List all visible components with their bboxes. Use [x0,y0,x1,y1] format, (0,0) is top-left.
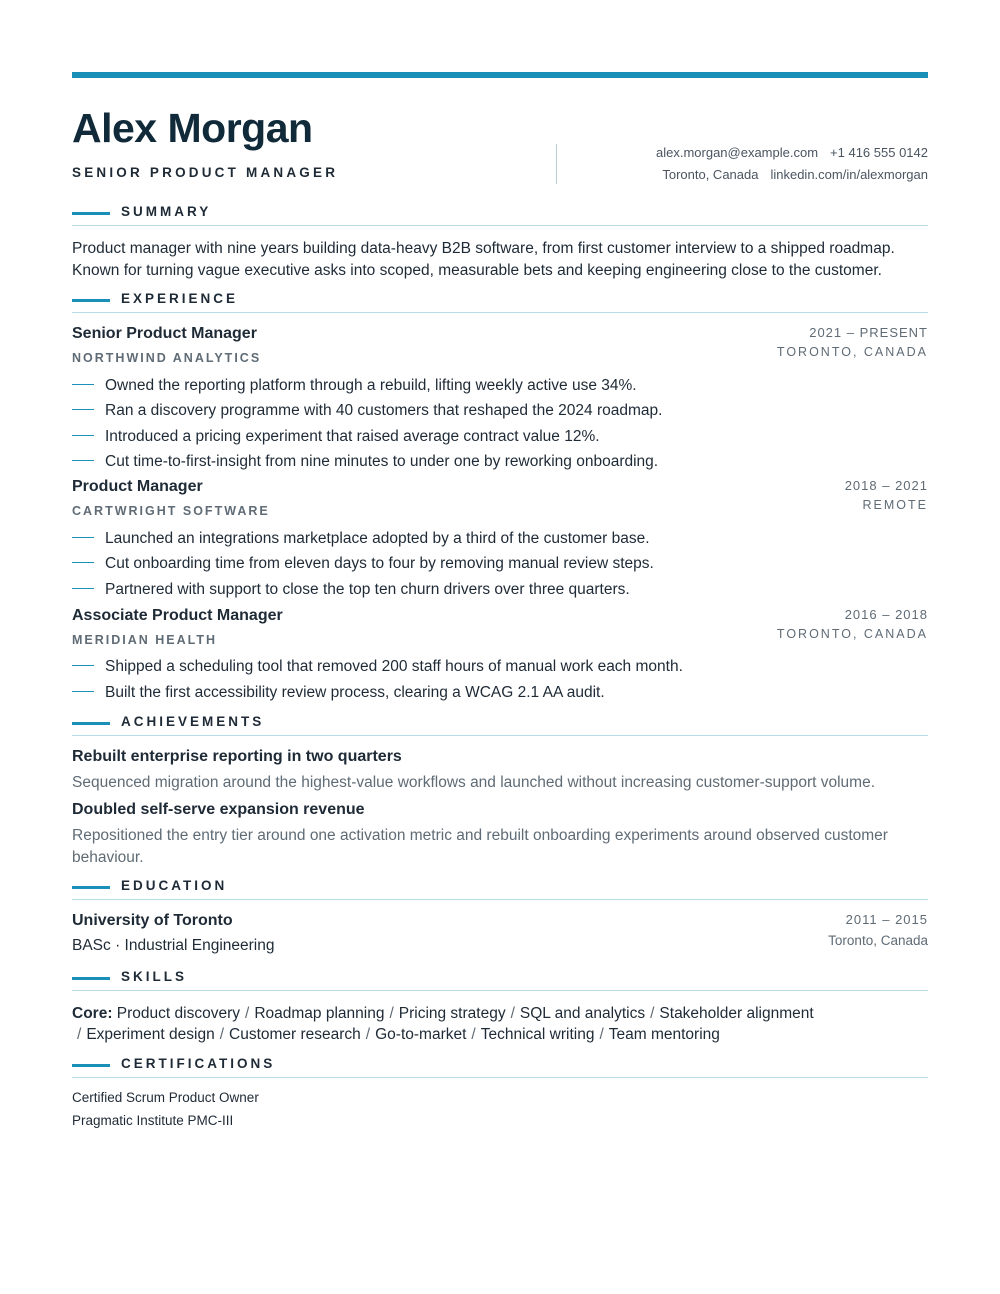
dash-marker [72,409,94,410]
section-rule [72,990,928,991]
section-accent-bar [72,299,110,302]
achievement-title: Doubled self-serve expansion revenue [72,801,365,818]
section-title: SKILLS [121,969,188,984]
achievements-section-header [72,714,928,736]
skill-item: SQL and analytics [519,1005,646,1022]
job-title: Product Manager [72,478,203,495]
section-accent-bar [72,722,110,725]
job-entry [72,325,928,470]
dash-marker [72,460,94,461]
dash-marker [72,691,94,692]
job-bullet: Built the first accessibility review process, clearing a WCAG 2.1 AA audit. [72,684,605,702]
skills-list: Core: Product discovery / Roadmap planning / Pricing strategy / SQL and analytics / Stakeholder alignment / Experiment design / Customer research / Go-to-market / Technical writing / Team mentoring [72,1005,814,1043]
job-bullet: Ran a discovery programme with 40 customers that reshaped the 2024 roadmap. [72,402,662,420]
skill-item: Stakeholder alignment [659,1005,814,1022]
certifications-list [72,1090,928,1140]
section-rule [72,312,928,313]
job-entry [72,478,928,598]
job-bullet: Shipped a scheduling tool that removed 200 staff hours of manual work each month. [72,658,683,676]
job-company: CARTWRIGHT SOFTWARE [72,504,270,518]
skill-item: Product discovery [116,1005,240,1022]
dash-marker [72,665,94,666]
section-accent-bar [72,212,110,215]
resume-page [72,72,928,1128]
section-rule [72,899,928,900]
section-title: EXPERIENCE [121,291,239,306]
job-title: Senior Product Manager [72,325,257,342]
skill-item: Team mentoring [608,1026,720,1043]
achievements-list [72,748,928,868]
job-bullet: Owned the reporting platform through a rebuild, lifting weekly active use 34%. [72,377,637,395]
skill-item: Customer research [229,1026,361,1043]
summary-section-header [72,204,928,226]
section-rule [72,1077,928,1078]
job-bullet: Cut onboarding time from eleven days to four by removing manual review steps. [72,555,654,573]
dash-marker [72,435,94,436]
achievement-description: Sequenced migration around the highest-value workflows and launched without increasing customer-support volume. [72,774,876,791]
candidate-title: SENIOR PRODUCT MANAGER [72,165,339,180]
job-bullet: Partnered with support to close the top ten churn drivers over three quarters. [72,581,630,599]
job-entry [72,607,928,702]
education-section-header [72,878,928,900]
contact-phone[interactable]: +1 416 555 0142 [830,145,928,160]
skills-label: Core: [72,1005,113,1022]
job-bullet: Cut time-to-first-insight from nine minutes to under one by reworking onboarding. [72,453,658,471]
section-title: SUMMARY [121,204,212,219]
dash-marker [72,562,94,563]
achievement-title: Rebuilt enterprise reporting in two quarters [72,748,402,765]
job-title: Associate Product Manager [72,607,283,624]
education-location: Toronto, Canada [828,933,928,948]
candidate-name: Alex Morgan [72,105,313,151]
contact-location: Toronto, Canada [662,167,759,182]
dash-marker [72,537,94,538]
contact-info [656,142,928,186]
skill-item: Technical writing [480,1026,595,1043]
education-school: University of Toronto [72,912,233,929]
experience-section-header [72,291,928,313]
section-title: EDUCATION [121,878,228,893]
section-accent-bar [72,977,110,980]
header-divider [556,144,557,184]
job-location: REMOTE [862,498,928,512]
job-bullet: Introduced a pricing experiment that raised average contract value 12%. [72,428,600,446]
job-company: MERIDIAN HEALTH [72,633,218,647]
resume-header [72,78,928,198]
education-degree: BASc · Industrial Engineering [72,937,275,954]
section-rule [72,735,928,736]
contact-linkedin[interactable]: linkedin.com/in/alexmorgan [770,167,928,182]
section-title: CERTIFICATIONS [121,1056,276,1071]
job-dates: 2021 – PRESENT [809,325,928,340]
section-accent-bar [72,1064,110,1067]
section-rule [72,225,928,226]
section-accent-bar [72,886,110,889]
skill-item: Go-to-market [375,1026,467,1043]
dash-marker [72,384,94,385]
job-location: TORONTO, CANADA [776,345,928,359]
skill-item: Pricing strategy [398,1005,506,1022]
certification-item: Certified Scrum Product Owner [72,1090,259,1105]
section-title: ACHIEVEMENTS [121,714,265,729]
education-dates: 2011 – 2015 [845,912,928,927]
certifications-section-header [72,1056,928,1078]
education-entry [72,912,928,962]
skill-item: Roadmap planning [254,1005,385,1022]
achievement-description: Repositioned the entry tier around one activation metric and rebuilt onboarding experiments around observed customer behaviour. [72,827,888,866]
skill-item: Experiment design [86,1026,215,1043]
job-dates: 2018 – 2021 [844,478,928,493]
job-bullet: Launched an integrations marketplace adopted by a third of the customer base. [72,530,650,548]
dash-marker [72,588,94,589]
skills-section-header [72,969,928,991]
job-company: NORTHWIND ANALYTICS [72,351,262,365]
job-dates: 2016 – 2018 [844,607,928,622]
job-location: TORONTO, CANADA [776,627,928,641]
summary-text: Product manager with nine years building data-heavy B2B software, from first customer interview to a shipped roadmap. Known for turning vague executive asks into scoped, measurable bets and keeping engineering close to the customer. [72,240,895,279]
contact-email[interactable]: alex.morgan@example.com [655,145,819,160]
certification-item: Pragmatic Institute PMC-III [72,1113,234,1128]
